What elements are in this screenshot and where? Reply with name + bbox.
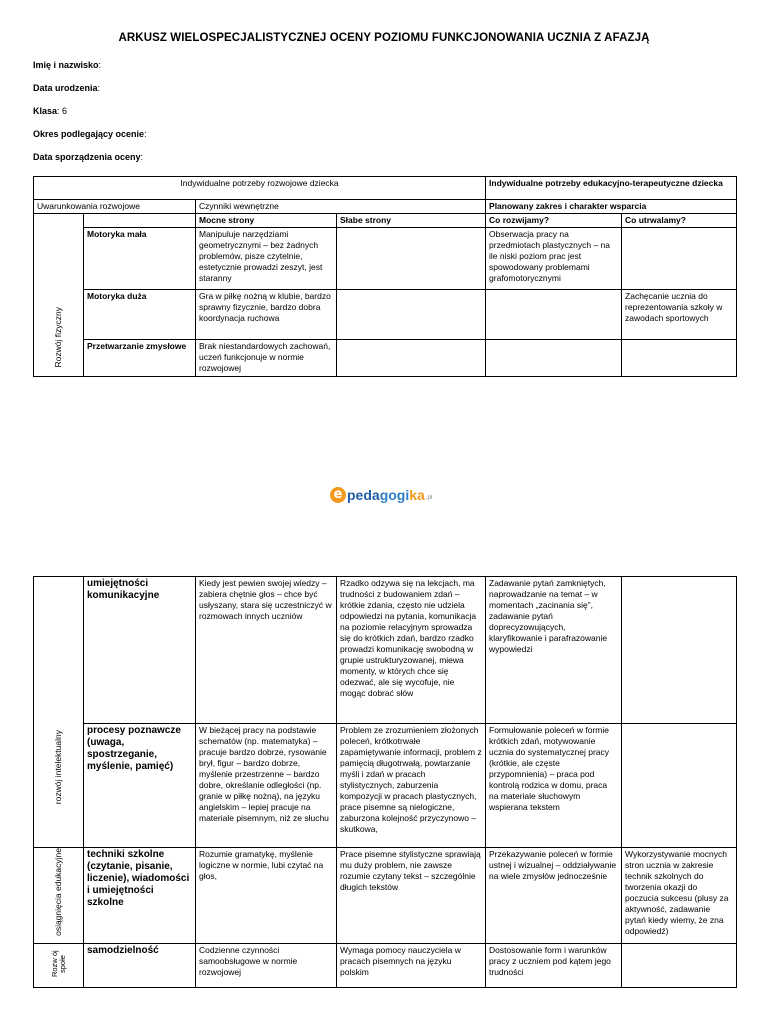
field-assessment-date-label: Data sporządzenia oceny [33, 152, 141, 162]
cell-weaknesses: Rzadko odzywa się na lekcjach, ma trudności z budowaniem zdań – krótkie zdania, często nie udziela odpowiedzi na pytania, komunikacja na poziomie relacyjnym sprowadza się do krótkich zdań, bardzo rzadko prowadzi komunikację swobodną w grupie ustrukturyzowanej, miewa momenty, w których chce się odezwać, ale się wycofuje, nie mogąc dobrać słów [337, 577, 486, 724]
header-planned-support: Planowany zakres i charakter wsparcia [486, 200, 737, 214]
header-reinforce: Co utrwalamy? [622, 214, 737, 228]
row-label: samodzielność [84, 944, 196, 988]
header-weaknesses: Słabe strony [337, 214, 486, 228]
field-class [33, 106, 67, 116]
table-subheader-row [34, 200, 737, 214]
section-physical-development [34, 214, 84, 377]
table-row [34, 290, 737, 340]
table-column-header-row [34, 214, 737, 228]
row-label: umiejętności komunikacyjne [84, 577, 196, 724]
header-develop: Co rozwijamy? [486, 214, 622, 228]
header-developmental-conditions: Uwarunkowania rozwojowe [34, 200, 196, 214]
cell-reinforce: Zachęcanie ucznia do reprezentowania szkoły w zawodach sportowych [622, 290, 737, 340]
section-social-development-label: Rozw ój społe [49, 950, 67, 978]
table-header-row [34, 177, 737, 200]
cell-reinforce [622, 228, 737, 290]
field-birth-date-suffix: : [97, 83, 101, 93]
cell-develop [486, 340, 622, 377]
cell-develop: Przekazywanie poleceń w formie ustnej i wizualnej – oddziaływanie na wiele zmysłów jednocześnie [486, 848, 622, 944]
cell-strengths: Brak niestandardowych zachowań, uczeń funkcjonuje w normie rozwojowej [196, 340, 337, 377]
cell-weaknesses: Problem ze zrozumieniem złożonych poleceń, krótkotrwałe zapamiętywanie informacji, problem z pamięcią długotrwałą, powtarzanie myśli i zdań w pracach stylistycznych, zaburzenia kompozycji w pracach plastycznych, prace pisemne są nielogiczne, zaburzona kolejność przyczynowo – skutkowa, [337, 724, 486, 848]
cell-weaknesses: Wymaga pomocy nauczyciela w pracach pisemnych na języku polskim [337, 944, 486, 988]
field-name [33, 60, 101, 70]
logo-e-icon: e [330, 487, 346, 503]
section-physical-development-label: Rozwój fizyczny [53, 306, 63, 367]
cell-strengths: Rozumie gramatykę, myślenie logiczne w normie, lubi czytać na głos, [196, 848, 337, 944]
logo-tld: .pl [425, 495, 433, 501]
section-intellectual-development-label: rozwój intelektualny [53, 729, 63, 804]
header-empty [84, 214, 196, 228]
intellectual-development-table [33, 576, 737, 988]
cell-reinforce [622, 724, 737, 848]
header-therapeutic-needs: Indywidualne potrzeby edukacyjno-terapeutyczne dziecka [486, 177, 737, 200]
cell-weaknesses [337, 290, 486, 340]
cell-reinforce [622, 944, 737, 988]
field-assessment-date [33, 152, 143, 162]
document-title: ARKUSZ WIELOSPECJALISTYCZNEJ OCENY POZIOMU FUNKCJONOWANIA UCZNIA Z AFAZJĄ [118, 32, 650, 44]
section-educational-achievements-label: osiągnięcia edukacyjne [53, 848, 63, 936]
cell-develop: Dostosowanie form i warunków pracy z uczniem pod kątem jego trudności [486, 944, 622, 988]
cell-develop: Obserwacja pracy na przedmiotach plastycznych – na ile niski poziom prac jest spowodowany problemami grafomotorycznymi [486, 228, 622, 290]
field-class-label: Klasa [33, 106, 58, 116]
table-row [34, 944, 737, 988]
physical-development-table [33, 176, 737, 377]
field-birth-date-label: Data urodzenia [33, 83, 98, 93]
field-assessment-period-label: Okres podlegający ocenie [33, 129, 145, 139]
row-label: Motoryka mała [84, 228, 196, 290]
section-intellectual-development [34, 577, 84, 848]
field-assessment-period-suffix: : [144, 129, 147, 139]
field-name-suffix: : [98, 60, 102, 70]
table-row [34, 577, 737, 724]
logo-text-part2: gogi [379, 487, 410, 503]
cell-strengths: Gra w piłkę nożną w klubie, bardzo sprawny fizycznie, bardzo dobra koordynacja ruchowa [196, 290, 337, 340]
row-label: procesy poznawcze (uwaga, spostrzeganie, myślenie, pamięć) [84, 724, 196, 848]
cell-weaknesses [337, 228, 486, 290]
cell-develop: Zadawanie pytań zamkniętych, naprowadzanie na temat – w momentach „zacinania się”, zadawanie pytań doprecyzowujących, klaryfikowanie i parafrazowanie wypowiedzi [486, 577, 622, 724]
cell-strengths: Manipuluje narzędziami geometrycznymi – bez żadnych problemów, pisze czytelnie, estetycznie prowadzi zeszyt, jest staranny [196, 228, 337, 290]
field-class-value: : 6 [57, 106, 68, 116]
cell-develop: Formułowanie poleceń w formie krótkich zdań, motywowanie ucznia do systematycznej pracy (krótkie, ale częste przypomnienia) – praca pod kontrolą rodzica w domu, praca na materiale słuchowym wspieranа tekstem [486, 724, 622, 848]
section-social-development [34, 944, 84, 988]
epedagogika-logo [330, 483, 432, 507]
table-row [34, 228, 737, 290]
header-strengths: Mocne strony [196, 214, 337, 228]
header-internal-factors: Czynniki wewnętrzne [196, 200, 486, 214]
table-row [34, 848, 737, 944]
table-row [34, 340, 737, 377]
row-label: techniki szkolne (czytanie, pisanie, liczenie), wiadomości i umiejętności szkolne [84, 848, 196, 944]
logo-text-part3: ka [409, 487, 425, 503]
header-developmental-needs: Indywidualne potrzeby rozwojowe dziecka [34, 177, 486, 200]
field-name-label: Imię i nazwisko [33, 60, 99, 70]
table-row [34, 724, 737, 848]
logo-text-part1: peda [347, 487, 380, 503]
cell-weaknesses [337, 340, 486, 377]
field-assessment-date-suffix: : [140, 152, 144, 162]
cell-strengths: W bieżącej pracy na podstawie schematów (np. matematyka) – pracuje bardzo dobrze, rysowanie brył, figur – bardzo dobrze, myślenie przestrzenne – bardzo dobre, określanie odległości (np. granie w piłkę nożną), na języku angielskim – lepiej pracuje na materiale pisemnym, niż ze słuchu [196, 724, 337, 848]
field-birth-date [33, 83, 100, 93]
cell-strengths: Kiedy jest pewien swojej wiedzy – zabiera chętnie głos – chce być usłyszany, stara się uczestniczyć w rozmowach innych uczniów [196, 577, 337, 724]
cell-weaknesses: Prace pisemne stylistyczne sprawiają mu duży problem, nie zawsze rozumie czytany tekst – szczególnie długich tekstów [337, 848, 486, 944]
cell-reinforce: Wykorzystywanie mocnych stron ucznia w zakresie technik szkolnych do tworzenia okazji do poczucia sukcesu (plusy za aktywność, zadawanie pytań kiedy wiemy, że zna odpowiedź) [622, 848, 737, 944]
cell-reinforce [622, 577, 737, 724]
cell-reinforce [622, 340, 737, 377]
row-label: Motoryka duża [84, 290, 196, 340]
row-label: Przetwarzanie zmysłowe [84, 340, 196, 377]
section-educational-achievements [34, 848, 84, 944]
cell-develop [486, 290, 622, 340]
cell-strengths: Codzienne czynności samoobsługowe w normie rozwojowej [196, 944, 337, 988]
field-assessment-period [33, 129, 147, 139]
